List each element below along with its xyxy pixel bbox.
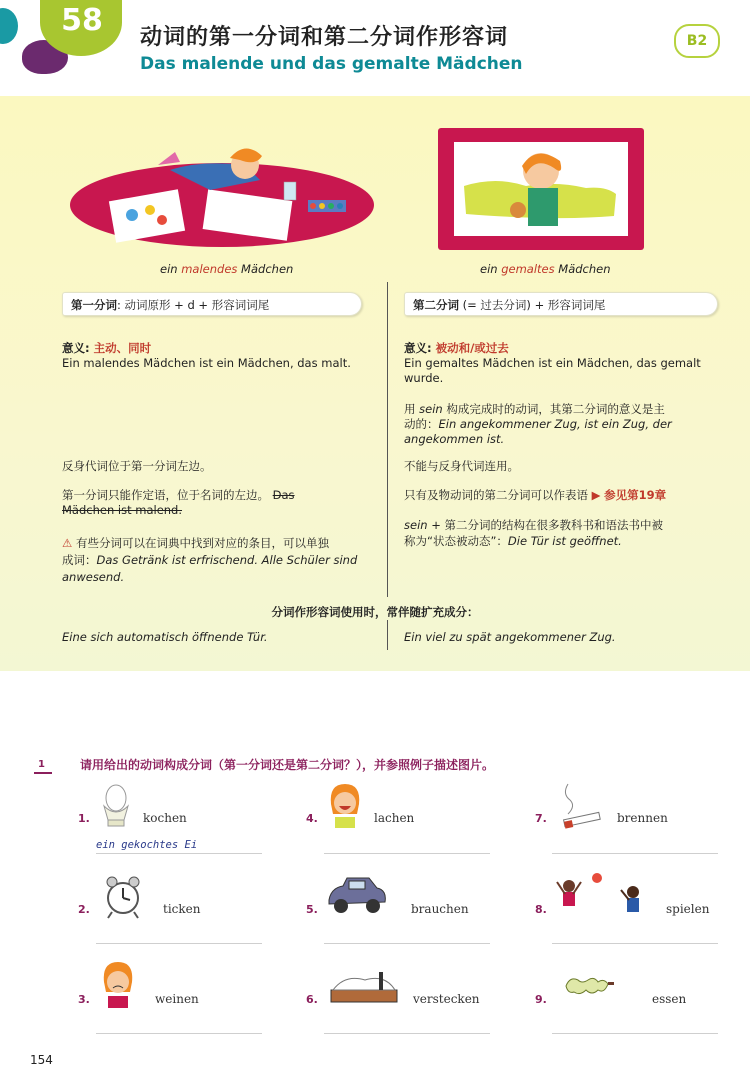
item-verb: verstecken [413,992,480,1006]
hidden-object-icon [325,968,405,1006]
decor-blob-teal [0,8,18,44]
page-number: 154 [30,1053,53,1067]
right-caption: ein gemaltes Mädchen [480,262,611,276]
answer-line-8[interactable] [552,943,718,944]
crying-woman-icon [98,960,138,1008]
left-bottom-example: Eine sich automatisch öffnende Tür. [62,630,268,644]
item-verb: kochen [143,811,187,825]
item-verb: brauchen [411,902,469,916]
answer-line-9[interactable] [552,1033,718,1034]
page-title-zh: 动词的第一分词和第二分词作形容词 [140,25,509,50]
eaten-apple-icon [560,970,616,1002]
warning-icon: ⚠ [62,536,73,550]
exercise-number: 1 [38,759,45,770]
item-number: 5. [306,903,318,916]
right-rule-box: 第二分词 (= 过去分词) + 形容词词尾 [404,292,718,316]
answer-line-5[interactable] [324,943,490,944]
column-divider-bottom [387,620,388,650]
shared-extension-note: 分词作形容词使用时，常伴随扩充成分： [271,605,479,619]
item-number: 1. [78,812,90,825]
item-verb: brennen [617,811,668,825]
alarm-clock-icon [98,870,148,920]
burning-cigarette-icon [558,780,604,830]
answer-line-7[interactable] [552,853,718,854]
item-verb: lachen [374,811,415,825]
answer-line-4[interactable] [324,853,490,854]
used-car-icon [325,874,389,916]
right-predicative-note: 只有及物动词的第二分词可以作表语 ▶ 参见第19章 [404,488,667,502]
answer-line-6[interactable] [324,1033,490,1034]
item-verb: ticken [163,902,201,916]
reference-arrow-icon: ▶ [591,488,601,502]
exercise-number-underline [34,772,52,774]
item-number: 3. [78,993,90,1006]
answer-line-3[interactable] [96,1033,262,1034]
left-warning-note: ⚠ 有些分词可以在词典中找到对应的条目，可以单独 成词：Das Getränk ist erfrischend. Alle Schüler sind anwesend. [62,536,358,584]
exercise-instruction: 请用给出的动词构成分词（第一分词还是第二分词？），并参照例子描述图片。 [80,758,495,772]
item-number: 6. [306,993,318,1006]
right-sein-note: 用 sein 构成完成时的动词，其第二分词的意义是主 动的：Ein angekommener Zug, ist ein Zug, der angekommen ist. [404,402,672,446]
level-badge: B2 [674,24,720,58]
egg-cup-icon [96,784,136,830]
item-verb: spielen [666,902,710,916]
example-answer: ein gekochtes Ei [96,839,198,851]
left-caption: ein malendes Mädchen [160,262,294,276]
chapter-number: 58 [61,3,103,38]
left-reflexive-note: 反身代词位于第一分词左边。 [62,459,212,473]
right-reflexive-note: 不能与反身代词连用。 [404,459,519,473]
left-meaning: 意义: 主动、同时 Ein malendes Mädchen ist ein Mädchen, das malt. [62,341,351,370]
answer-line-2[interactable] [96,943,262,944]
column-divider [387,282,388,597]
item-number: 2. [78,903,90,916]
item-number: 7. [535,812,547,825]
left-attributive-note: 第一分词只能作定语，位于名词的左边。 Das Mädchen ist malend. [62,488,295,517]
answer-line-1[interactable] [96,853,262,854]
item-number: 4. [306,812,318,825]
right-bottom-example: Ein viel zu spät angekommener Zug. [404,630,616,644]
right-state-passive-note: sein + 第二分词的结构在很多教科书和语法书中被 称为“状态被动态”：Die Tür ist geöffnet. [404,518,664,548]
playing-children-icon [553,872,657,918]
item-verb: essen [652,992,687,1006]
page-title-de: Das malende und das gemalte Mädchen [140,54,523,74]
painting-girl-illustration [70,140,375,250]
left-rule-box: 第一分词: 动词原形 + d + 形容词词尾 [62,292,362,316]
framed-painting-illustration [436,126,646,252]
item-verb: weinen [155,992,199,1006]
right-meaning: 意义: 被动和/或过去 Ein gemaltes Mädchen ist ein Mädchen, das gemalt wurde. [404,341,701,385]
item-number: 9. [535,993,547,1006]
item-number: 8. [535,903,547,916]
laughing-woman-icon [325,782,365,828]
